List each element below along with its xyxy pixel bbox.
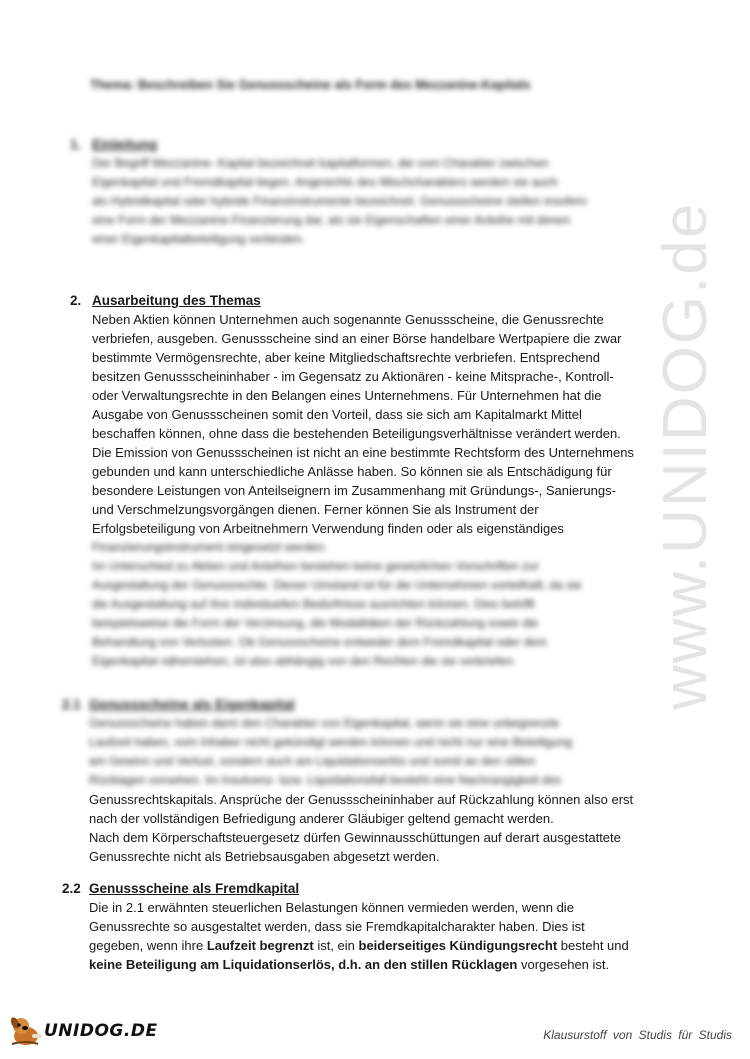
section-title: Genussscheine als Fremdkapital [89, 881, 300, 896]
section-heading [62, 696, 642, 714]
text-line: eine Form der Mezzanine-Finanzierung dar, als sie Eigenschaften einer Anleihe mit denen [92, 213, 571, 227]
text-run: gegeben, wenn ihre [89, 938, 207, 953]
text-line: Eigenkapital und Fremdkapital liegen. Angesichts des Mischcharakters werden sie auch [92, 175, 558, 189]
section-paragraph [89, 898, 642, 974]
text-line: gebunden und kann unterschiedliche Anlässe haben. So können sie als Entschädigung für [92, 464, 612, 479]
text-line: besondere Leistungen von Anteilseignern im Zusammenhang mit Gründungs-, Sanierungs- [92, 483, 616, 498]
text-line: Die in 2.1 erwähnten steuerlichen Belastungen können vermieden werden, wenn die [89, 900, 574, 915]
section-paragraph [92, 154, 650, 249]
unidog-logo[interactable] [8, 1014, 158, 1048]
text-line: Laufzeit haben, vom Inhaber nicht gekündigt werden können und nicht nur eine Beteiligung [89, 735, 573, 749]
dog-mascot-icon [8, 1014, 48, 1048]
bold-text: Laufzeit begrenzt [206, 938, 314, 953]
section-heading [62, 880, 642, 898]
text-line: die Ausgestaltung auf ihre individuellen Bedürfnisse ausrichten können. Dies betrifft [92, 597, 535, 611]
text-line: nach der vollständigen Befriedigung anderer Gläubiger geltend gemacht werden. [89, 811, 554, 826]
text-line: als Hybridkapital oder hybride Finanzinstrumente bezeichnet. Genussscheine stellen insofern [92, 194, 587, 208]
text-run: vorgesehen ist. [517, 957, 610, 972]
section-title: Genussscheine als Eigenkapital [89, 697, 295, 712]
text-line [89, 936, 642, 955]
text-line: bestimmte Vermögensrechte, aber keine Mitgliedschaftsrechte verbriefen. Entsprechend [92, 350, 600, 365]
bold-text: beiderseitiges Kündigungsrecht [358, 938, 558, 953]
section-number: 2.2 [62, 881, 81, 896]
text-line: Genussrechte nicht als Betriebsausgaben abgesetzt werden. [89, 849, 440, 864]
section-paragraph [92, 310, 650, 538]
section-ausarbeitung [70, 292, 650, 671]
text-line: Behandlung von Verlusten. Ob Genussscheine entweder dem Fremdkapital oder dem [92, 635, 547, 649]
text-line: Finanzierungsinstrument eingesetzt werden. [92, 540, 328, 554]
text-line: Ausgabe von Genussscheinen somit den Vorteil, dass sie sich am Kapitalmarkt Mittel [92, 407, 582, 422]
section-heading [70, 136, 650, 154]
text-line: Neben Aktien können Unternehmen auch sogenannte Genussscheine, die Genussrechte [92, 312, 604, 327]
section-heading [70, 292, 650, 310]
text-line: Genussrechte so ausgestaltet werden, dass sie Fremdkapitalcharakter haben. Dies ist [89, 919, 585, 934]
text-line: am Gewinn und Verlust, sondern auch am Liquidationserlös und somit an den stillen [89, 754, 536, 768]
footer-tagline: Klausurstoff von Studis für Studis [543, 1028, 732, 1042]
section-title: Einleitung [92, 137, 158, 152]
blurred-paragraph [89, 714, 642, 790]
text-line: Ausgestaltung der Genussrechte. Dieser Umstand ist für die Unternehmen vorteilhaft, da sie [92, 578, 582, 592]
section-title: Ausarbeitung des Themas [92, 293, 261, 308]
text-line: Der Begriff Mezzanine- Kapital bezeichnet kapitalformen, die vom Charakter zwischen [92, 156, 549, 170]
text-line: Eigenkapital näherstehen, ist also abhängig von den Rechten die sie verbriefen. [92, 654, 517, 668]
text-line [89, 955, 642, 974]
text-line: einer Eigenkapitalbeteiligung verbinden. [92, 232, 305, 246]
text-line: Im Unterschied zu Aktien und Anleihen bestehen keine gesetzlichen Vorschriften zur [92, 559, 539, 573]
text-line: Erfolgsbeteiligung von Arbeitnehmern Verwendung finden oder als eigenständiges [92, 521, 564, 536]
text-line: besitzen Genussscheininhaber - im Gegensatz zu Aktionären - keine Mitsprache-, Kontroll- [92, 369, 614, 384]
text-run: ist, ein [313, 938, 359, 953]
section-fremdkapital [62, 880, 642, 974]
document-title: Thema: Beschreiben Sie Genussscheine als Form des Mezzanine-Kapitals [90, 78, 531, 92]
logo-text: UNIDOG.DE [44, 1021, 158, 1041]
section-einleitung [70, 136, 650, 249]
blurred-paragraph [92, 538, 650, 671]
bold-text: keine Beteiligung am Liquidationserlös, d.h. an den stillen Rücklagen [89, 957, 518, 972]
text-line: Die Emission von Genussscheinen ist nicht an eine bestimmte Rechtsform des Unternehmens [92, 445, 634, 460]
section-number: 1. [70, 137, 82, 152]
text-line: Genussscheine haben dann den Charakter von Eigenkapital, wenn sie eine unbegrenzte [89, 716, 560, 730]
text-line: beispielsweise die Form der Verzinsung, die Modalitäten der Rückzahlung sowie die [92, 616, 539, 630]
text-line: und Verschmelzungsvorgängen dienen. Ferner können Sie als Instrument der [92, 502, 539, 517]
text-line: Rücklagen vorsehen. Im Insolvenz- bzw. Liquidationsfall besteht eine Nachrangigkeit des [89, 773, 562, 787]
section-eigenkapital [62, 696, 642, 866]
section-paragraph [89, 790, 642, 866]
text-line: verbriefen, ausgeben. Genussscheine sind an einer Börse handelbare Wertpapiere die zwar [92, 331, 622, 346]
section-number: 2. [70, 293, 82, 308]
text-line: Genussrechtskapitals. Ansprüche der Genussscheininhaber auf Rückzahlung können also erst [89, 792, 634, 807]
text-line: Nach dem Körperschaftsteuergesetz dürfen Gewinnausschüttungen auf derart ausgestattete [89, 830, 621, 845]
section-number: 2.1 [62, 697, 81, 712]
text-line: beschaffen können, ohne dass die bestehenden Beteiligungsverhältnisse verändert werden. [92, 426, 621, 441]
text-run: besteht und [557, 938, 629, 953]
text-line: oder Verwaltungsrechte in den Belangen eines Unternehmens. Für Unternehmen hat die [92, 388, 602, 403]
watermark: www.UNIDOG.de [651, 201, 720, 710]
